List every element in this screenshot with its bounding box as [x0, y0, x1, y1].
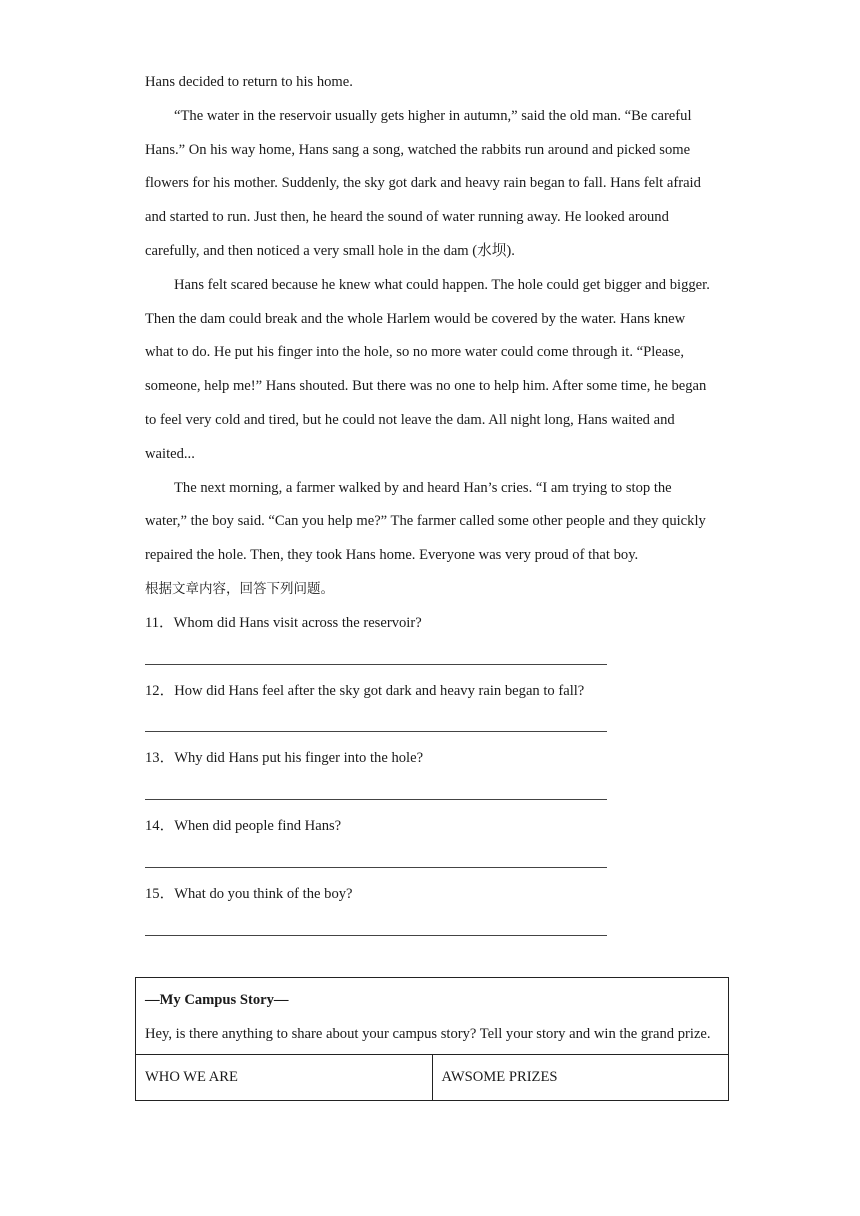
campus-story-table: [135, 977, 729, 1101]
campus-story-body: Hey, is there anything to share about your campus story? Tell your story and win the grand prize.: [145, 1025, 711, 1042]
instruction-text: 根据文章内容，回答下列问题。: [145, 580, 334, 597]
campus-story-header: [136, 978, 728, 1055]
passage-paragraph: Hans felt scared because he knew what could happen. The hole could get bigger and bigger. Then the dam could break and the whole Harlem would be covered by the water. Hans knew what to do. He put his finger into the hole, so no more water could come through it. “Please, someone, help me!” Hans shouted. But there was no one to help him. After some time, he began to feel very cold and tired, but he could not leave the dam. All night long, Hans waited and waited...: [145, 276, 710, 462]
answer-line[interactable]: [145, 912, 607, 946]
reading-passage: [145, 66, 717, 946]
question-list: [145, 607, 717, 946]
campus-story-title: —My Campus Story—: [145, 992, 289, 1008]
question-text: 14．When did people find Hans?: [145, 818, 342, 835]
answer-line[interactable]: [145, 708, 607, 742]
answer-line[interactable]: [145, 776, 607, 810]
question-text: 15．What do you think of the boy?: [145, 885, 353, 902]
passage-paragraph: Hans decided to return to his home.: [145, 74, 353, 90]
question-text: 13．Why did Hans put his finger into the hole?: [145, 750, 424, 767]
answer-line[interactable]: [145, 844, 607, 878]
campus-story-row: [136, 1055, 728, 1100]
awsome-prizes-cell: AWSOME PRIZES: [432, 1055, 729, 1100]
who-we-are-cell: WHO WE ARE: [145, 1068, 238, 1085]
passage-paragraph: “The water in the reservoir usually gets higher in autumn,” said the old man. “Be careful Hans.” On his way home, Hans sang a song, watched the rabbits run around and picked some flowers for his mother. Suddenly, the sky got dark and heavy rain began to fall. Hans felt afraid and started to run. Just then, he heard the sound of water running away. He looked around carefully, and then noticed a very small hole in the dam (水坝).: [145, 107, 701, 259]
question-text: 11．Whom did Hans visit across the reservoir?: [145, 614, 422, 631]
question-text: 12．How did Hans feel after the sky got dark and heavy rain began to fall?: [145, 682, 585, 699]
answer-line[interactable]: [145, 641, 607, 675]
passage-paragraph: The next morning, a farmer walked by and heard Han’s cries. “I am trying to stop the water,” the boy said. “Can you help me?” The farmer called some other people and they quickly repaired the hole. Then, they took Hans home. Everyone was very proud of that boy.: [145, 479, 706, 564]
